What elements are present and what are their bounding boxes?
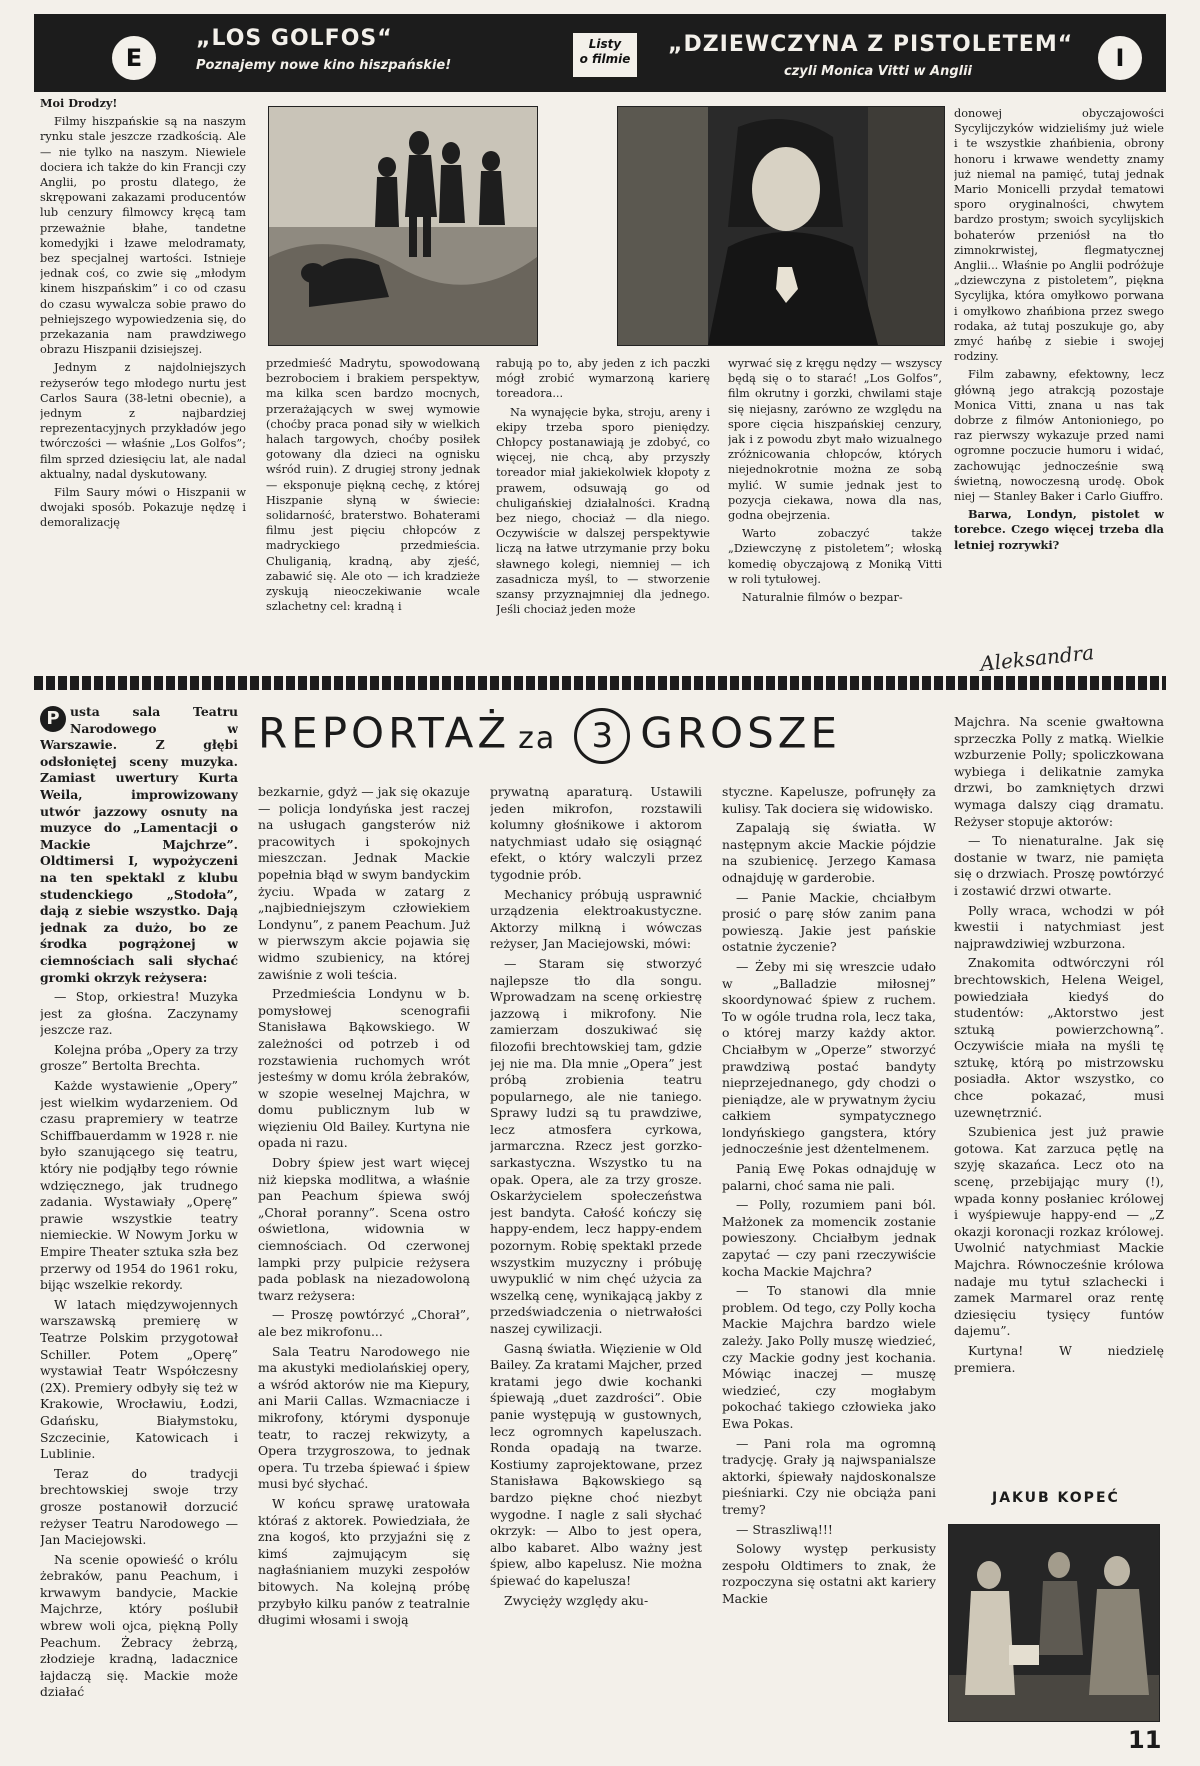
- title-grosze: GROSZE: [640, 708, 842, 758]
- report-paragraph: prywatną aparaturą. Ustawili jeden mikrofon, rozstawili kolumny głośnikowe i aktorom natychmiast udało się osiągnąć efekt, o który walczyli przez tygodnie prób.: [490, 784, 702, 882]
- film-still-image: [618, 107, 944, 345]
- letter-column-5: [954, 106, 1164, 644]
- title-number-circle: 3: [574, 708, 630, 764]
- letter-paragraph: rabują po to, aby jeden z ich paczki mógł zrobić wymarzoną karierę toreadora...: [496, 357, 710, 401]
- report-paragraph: Przedmieścia Londynu w b. pomysłowej scenografii Stanisława Bąkowskiego. W zależności od potrzeb i od rozstawienia ruchomych wrót jesteśmy w domu króla żebraków, w szopie weselnej Majchra, w domu publicznym lub w więzieniu Old Bailey. Kurtyna nie opada ni razu.: [258, 986, 470, 1151]
- section-box: [573, 33, 637, 77]
- letter-paragraph: Jednym z najdolniejszych reżyserów tego młodego nurtu jest Carlos Saura (38-letni obecnie), a jednym z najbardziej reprezentacyjnych przykładów jego twórczości — właśnie „Los Golfos”; film sprzed dziesięciu lat, ale nadal aktualny, nadal dyskutowany.: [40, 361, 246, 481]
- photo-stage-scene: [948, 1524, 1160, 1722]
- letter-column-2: [266, 356, 480, 666]
- photo-monica-vitti: [617, 106, 945, 346]
- report-column-3: [490, 784, 702, 1724]
- letter-column-4: [728, 356, 942, 666]
- letter-column-3: [496, 356, 710, 666]
- report-paragraph: — Żeby mi się wreszcie udało w „Balladzie miłosnej” skoordynować śpiew z ruchem. To w ogóle trudna rola, lecz taka, o której marzy każdy aktor. Chciałbym w „Operze” stworzyć prawdziwą postać bandyty nieprzejednanego, gdy chodzi o pieniądze, ale w prywatnym życiu całkiem sympatycznego londyńskiego gangstera, który jednocześnie jest dżentelmenem.: [722, 958, 936, 1157]
- report-paragraph: Zwycięży względy aku-: [504, 1592, 649, 1608]
- report-paragraph: — Panie Mackie, chciałbym prosić o parę słów zanim pana powieszą. Jakie jest pańskie ostatnie życzenie?: [722, 889, 936, 955]
- report-paragraph: Panią Ewę Pokas odnajduję w palarni, choć sama nie pali.: [722, 1161, 936, 1193]
- letter-paragraph: donowej obyczajowości Sycylijczyków widzieliśmy już wiele i te wszystkie zhańbienia, obrony honoru i krwawe wendetty znamy już niemal na pamięć, tutaj jednak Mario Monicelli przydał tematowi sporo oryginalności, chwytem bardzo prostym; swoich sycylijskich bohaterów przeniósł na tło zimnokrwistej, flegmatycznej Anglii... Właśnie po Anglii podróżuje „dziewczyna z pistoletem”, piękna Sycylijka, która omyłkowo porwana i omyłkowo zhańbiona przez swego rodaka, aż tutaj poszukuje go, aby zmyć hańbę z siebie i swojej rodziny.: [954, 107, 1164, 364]
- report-paragraph: — Pani rola ma ogromną tradycję. Grały ją najwspanialsze aktorki, śpiewały najdoskonalsze pieśniarki. Czy nie obciąża pani tremy?: [722, 1435, 936, 1517]
- report-paragraph: — To stanowi dla mnie problem. Od tego, czy Polly kocha Mackie Majchra bardzo wiele zależy. Jako Polly muszę wiedzieć, czy Mackie godny jest kochania. Mówiąc inaczej — muszę wiedzieć, czy mogłabym pokochać takiego człowieka jako Ewa Pokas.: [722, 1283, 936, 1431]
- report-paragraph: — Straszliwą!!!: [736, 1521, 833, 1537]
- report-paragraph: Zapalają się światła. W następnym akcie Mackie pójdzie na szubienicę. Jerzego Kamasa odnajduję w garderobie.: [722, 820, 936, 885]
- report-paragraph: — Staram się stworzyć najlepsze tło dla songu. Wprowadzam na scenę orkiestrę jazzową i mikrofony. Nie zamierzam doszukiwać się filozofii brechtowskiej tam, gdzie jej nie ma. Dla mnie „Opera” jest próbą zrobienia teatru popularnego, ale nie taniego. Sprawy ludzi są tu prawdziwe, lecz atmosfera cyrkowa, jarmarczna. Rzecz jest gorzko-sarkastyczna. Wszystko tu na opak. Opera, ale za trzy grosze. Oskarżycielem społeczeństwa jest bandyta. Całość kończy się happy-endem, lecz happy-endem pozornym. Robię spektakl przede wszystkim muzyczny i próbuję uwypuklić w nim chęć użycia za wszelką cenę, wynikającą jakby z przedświadczenia o nietrwałości naszej cywilizacji.: [490, 955, 702, 1336]
- right-headline: „DZIEWCZYNA Z PISTOLETEM“: [668, 32, 1074, 57]
- report-paragraph: Dobry śpiew jest wart więcej niż kiepska modlitwa, a właśnie pan Peachum śpiewa swój „Chorał poranny”. Scena ostro oświetlona, widownia w ciemnościach. Od czerwonej lampki przy pulpicie reżysera pada poblask na niezadowoloną twarz reżysera:: [258, 1155, 470, 1303]
- section-box-line2: o filmie: [579, 52, 631, 66]
- report-paragraph: styczne. Kapelusze, pofrunęły za kulisy. Tak dociera się widowisko.: [722, 784, 936, 816]
- letter-signature: Aleksandra: [979, 640, 1096, 676]
- report-paragraph: Mechanicy próbują usprawnić urządzenia elektroakustyczne. Aktorzy milkną i wówczas reżyser, Jan Maciejowski, mówi:: [490, 886, 702, 952]
- stage-photo-image: [949, 1525, 1159, 1721]
- letter-greeting: Moi Drodzy!: [40, 96, 118, 110]
- letter-paragraph: Warto zobaczyć także „Dziewczynę z pistoletem”; włoską komedię obyczajową z Moniką Vitti w roli tytułowej.: [728, 527, 942, 586]
- letter-paragraph: Na wynajęcie byka, stroju, areny i ekipy trzeba sporo pieniędzy. Chłopcy postanawiają je zdobyć, co więcej, nie chcą, aby przyszły toreador miał jakiekolwiek kłopoty z prawem, odsuwają go od chuligańskiej działalności. Kradną bez niego, chociaż — dla niego. Oczywiście w dalszej perspektywie liczą na łatwe utrzymanie przy boku sławnego kolegi, niemniej — ich zasadnicza myśl, to — stworzenie szansy przyznajmniej dla jednego. Jeśli chociaż jeden może: [496, 405, 710, 617]
- report-paragraph: — To nienaturalne. Jak się dostanie w twarz, nie pamięta się o drzwiach. Proszę powtórzyć i zostawić drzwi otwarte.: [954, 833, 1164, 898]
- photo-los-golfos: [268, 106, 538, 346]
- report-paragraph: Na scenie opowieść o królu żebraków, panu Peachum, i krwawym bandycie, Mackie Majchrze, który poślubił wbrew woli ojca, piękną Polly Peachum. Żebracy żebrzą, złodzieje kradną, ladacznice łajdaczą się. Mackie może działać: [40, 1551, 238, 1700]
- report-paragraph: — Proszę powtórzyć „Chorał”, ale bez mikrofonu...: [258, 1307, 470, 1339]
- report-paragraph: Teraz do tradycji brechtowskiej swoje trzy grosze postanowił dorzucić reżyser Teatru Narodowego — Jan Maciejowski.: [40, 1465, 238, 1548]
- section-divider: [34, 676, 1166, 690]
- section-badge-right: I: [1098, 36, 1142, 80]
- report-lead-text: usta sala Teatru Narodowego w Warszawie. Z głębi odsłoniętej sceny muzyka. Zamiast uwertury Kurta Weila, improwizowany utwór jazzowy osnuty na muzyce do „Lamentacji o Mackie Majchrze”. Oldtimersi I, wypożyczeni na ten spektakl z klubu studenckiego „Stodoła”, dają z siebie wszystko. Dają jednak za dużo, bo ze środka pogrążonej w ciemnościach sali słychać gromki okrzyk reżysera:: [40, 704, 238, 985]
- report-paragraph: — Stop, orkiestra! Muzyka jest za głośna. Zaczynamy jeszcze raz.: [40, 989, 238, 1038]
- report-author: JAKUB KOPEĆ: [992, 1490, 1120, 1506]
- right-subheadline: czyli Monica Vitti w Anglii: [784, 64, 972, 79]
- report-paragraph: Sala Teatru Narodowego nie ma akustyki mediolańskiej opery, a wśród aktorów nie ma Kiepury, ani Marii Callas. Wzmacniacze i mikrofony, którymi dysponuje teatr, to raczej rekwizyty, a Opera trzygroszowa, to jednak opera. Tu trzeba śpiewać i śpiew musi być słychać.: [258, 1343, 470, 1492]
- report-paragraph: Każde wystawienie „Opery” jest wielkim wydarzeniem. Od czasu prapremiery w teatrze Schiffbauerdamm w 1928 r. nie było szanującego się teatru, który nie podjąłby tego równie wdzięcznego, jak trudnego zadania. Wystawiały „Operę” prawie wszystkie teatry niemieckie. W Nowym Jorku w Empire Theater sztuka szła bez przerwy od 1954 do 1961 roku, bijąc wszelkie rekordy.: [40, 1078, 238, 1293]
- page-number: 11: [1128, 1726, 1162, 1754]
- film-still-image: [269, 107, 537, 345]
- letter-paragraph: Film Saury mówi o Hiszpanii w dwojaki sposób. Pokazuje nędzę i demoralizację: [40, 486, 246, 530]
- report-column-1: [40, 704, 238, 1724]
- title-reportaz: REPORTAŻ: [258, 708, 511, 758]
- section-badge-left: E: [112, 36, 156, 80]
- report-paragraph: Gasną światła. Więzienie w Old Bailey. Za kratami Majcher, przed kratami jego dwie kochanki śpiewają „duet zazdrości”. Obie panie występują w gustownych, lecz ogromnych kapeluszach. Ronda opadają na twarze. Kostiumy zaprojektowane, przez Stanisława Bąkowskiego są bardzo piękne choć niezbyt wygodne. I nagle z sali słychać okrzyk: — Albo to jest opera, albo kabaret. Albo ważny jest śpiew, albo kapelusz. Nie można śpiewać do kapelusza!: [490, 1340, 702, 1588]
- letter-paragraph: Film zabawny, efektowny, lecz główną jego atrakcją pozostaje Monica Vitti, znana u nas tak dobrze z filmów Antonioniego, po raz pierwszy wykazuje przed nami ogromne poczucie humoru i widać, zachowując jednocześnie swą świetną, nowoczesną urodę. Obok niej — Stanley Baker i Carlo Giuffro.: [954, 368, 1164, 504]
- report-title: [258, 708, 841, 764]
- report-column-2: [258, 784, 470, 1724]
- report-paragraph: W latach międzywojennych warszawską premierę w Teatrze Polskim przygotował Schiller. Potem „Operę” wystawiał Teatr Współczesny (2X). Premiery odbyły się też w Krakowie, Wrocławiu, Łodzi, Gdańsku, Białymstoku, Szczecinie, Katowicach i Lublinie.: [40, 1296, 238, 1462]
- report-paragraph: Polly wraca, wchodzi w pół kwestii i natychmiast jest najprawdziwiej wzburzona.: [954, 902, 1164, 951]
- report-paragraph: Znakomita odtwórczyni ról brechtowskich, Helena Weigel, powiedziała kiedyś do studentów: „Aktorstwo jest sztuką powierzchowną”. Oczywiście miała na myśli tę sztukę, którą po mistrzowsku posiadła. Aktor wszystko, co chce pokazać, musi uzewnętrznić.: [954, 955, 1164, 1120]
- left-headline: „LOS GOLFOS“: [196, 26, 393, 51]
- report-column-4: [722, 784, 936, 1724]
- report-paragraph: Solowy występ perkusisty zespołu Oldtimers to znak, że rozpoczyna się ostatni akt kariery Mackie: [722, 1541, 936, 1606]
- title-za: za: [518, 720, 557, 756]
- left-subheadline: Poznajemy nowe kino hiszpańskie!: [196, 58, 452, 73]
- letter-paragraph: przedmieść Madrytu, spowodowaną bezrobociem i brakiem perspektyw, ma kilka scen bardzo mocnych, przerażających w swej wymowie (choćby praca ponad siły w wielkich halach targowych, choćby posiłek gotowany dla dzieci na ognisku wśród ruin). Z drugiej strony jednak — eksponuje piękną cechę, z której Hiszpanie słyną w świecie: solidarność, braterstwo. Bohaterami filmu jest pięciu chłopców z madryckiego przedmieścia. Chuliganią, kradną, aby zjeść, zabawić się. Ale oto — ich kradzieże zyskują nieoczekiwanie wcale szlachetny cel: kradną i: [266, 357, 480, 614]
- report-paragraph: Szubienica jest już prawie gotowa. Kat zarzuca pętlę na szyję skazańca. Lecz oto na scenę, przebijając mury (!), wpada konny posłaniec królowej i wyśpiewuje happy-end — „Z okazji koronacji rozkaz królowej. Uwolnić natychmiast Mackie Majchra. Równocześnie królowa nadaje mu tytuł szlachecki i zamek Marmarel oraz rentę dziesięciu tysięcy funtów dajemu”.: [954, 1124, 1164, 1339]
- drop-cap: P: [40, 706, 66, 732]
- letter-column-1: [40, 96, 246, 666]
- report-paragraph: Kolejna próba „Opery za trzy grosze” Bertolta Brechta.: [40, 1041, 238, 1074]
- letter-paragraph: Naturalnie filmów o bezpar-: [742, 591, 903, 605]
- report-paragraph: — Polly, rozumiem pani ból. Małżonek za momencik zostanie powieszony. Chciałbym jednak zapytać — czy pani rzeczywiście kocha Mackie Majchra?: [722, 1197, 936, 1279]
- report-lead: [40, 704, 238, 986]
- report-paragraph: Kurtyna! W niedzielę premiera.: [954, 1342, 1164, 1375]
- report-paragraph: Majchra. Na scenie gwałtowna sprzeczka Polly z matką. Wielkie wzburzenie Polly; spoliczkowana wybiega i delikatnie zamyka drzwi, bo zamkniętych drzwi wymaga dalszy ciąg dramatu. Reżyser stopuje aktorów:: [954, 714, 1164, 829]
- section-box-line1: Listy: [588, 37, 622, 51]
- report-column-5: [954, 714, 1164, 1484]
- report-paragraph: bezkarnie, gdyż — jak się okazuje — policja londyńska jest raczej na usługach gangsterów niż pracowitych i spokojnych mieszczan. Jednak Mackie popełnia błąd w swym bandyckim życiu. Wpada w zatarg z „najbiedniejszym człowiekiem Londynu”, z panem Peachum. Już w pierwszym akcie pojawia się widmo szubienicy, na której zawiśnie z woli teścia.: [258, 784, 470, 982]
- letter-paragraph: Barwa, Londyn, pistolet w torebce. Czego więcej trzeba dla letniej rozrywki?: [954, 507, 1164, 552]
- letter-paragraph: wyrwać się z kręgu nędzy — wszyscy będą się o to starać! „Los Golfos”, film okrutny i gorzki, chwilami staje się niejasny, zarówno ze względu na spore cięcia hiszpańskiej cenzury, jak i z powodu zbyt mało wizualnego zróżnicowania chłopców, których niejednokrotnie można ze sobą mylić. W sumie jednak jest to pozycja ciekawa, nowa dla nas, godna obejrzenia.: [728, 357, 942, 523]
- report-paragraph: W końcu sprawę uratowała któraś z aktorek. Powiedziała, że zna kogoś, kto przyjaźni się z kimś zajmującym się nagłaśnianiem muzyki zespołów bitowych. Na kolejną próbę przybyło kilku panów z teatralnie długimi włosami i swoją: [258, 1495, 470, 1628]
- letter-paragraph: Filmy hiszpańskie są na naszym rynku stale jeszcze rzadkością. Ale — nie tylko na naszym. Niewiele dociera ich także do kin Francji czy Anglii, po prostu dlatego, że skrępowani zakazami producentów lub cenzury filmowcy kręcą tam przeważnie błahe, tandetne komedyjki i łzawe melodramaty, bez specjalnej wartości. Istnieje jednak coś, co zwie się „młodym kinem hiszpańskim” i co od czasu do czasu wywalcza sobie prawo do pełniejszego wypowiedzenia się, do przekazania nam prawdziwego obrazu Hiszpanii dzisiejszej.: [40, 115, 246, 357]
